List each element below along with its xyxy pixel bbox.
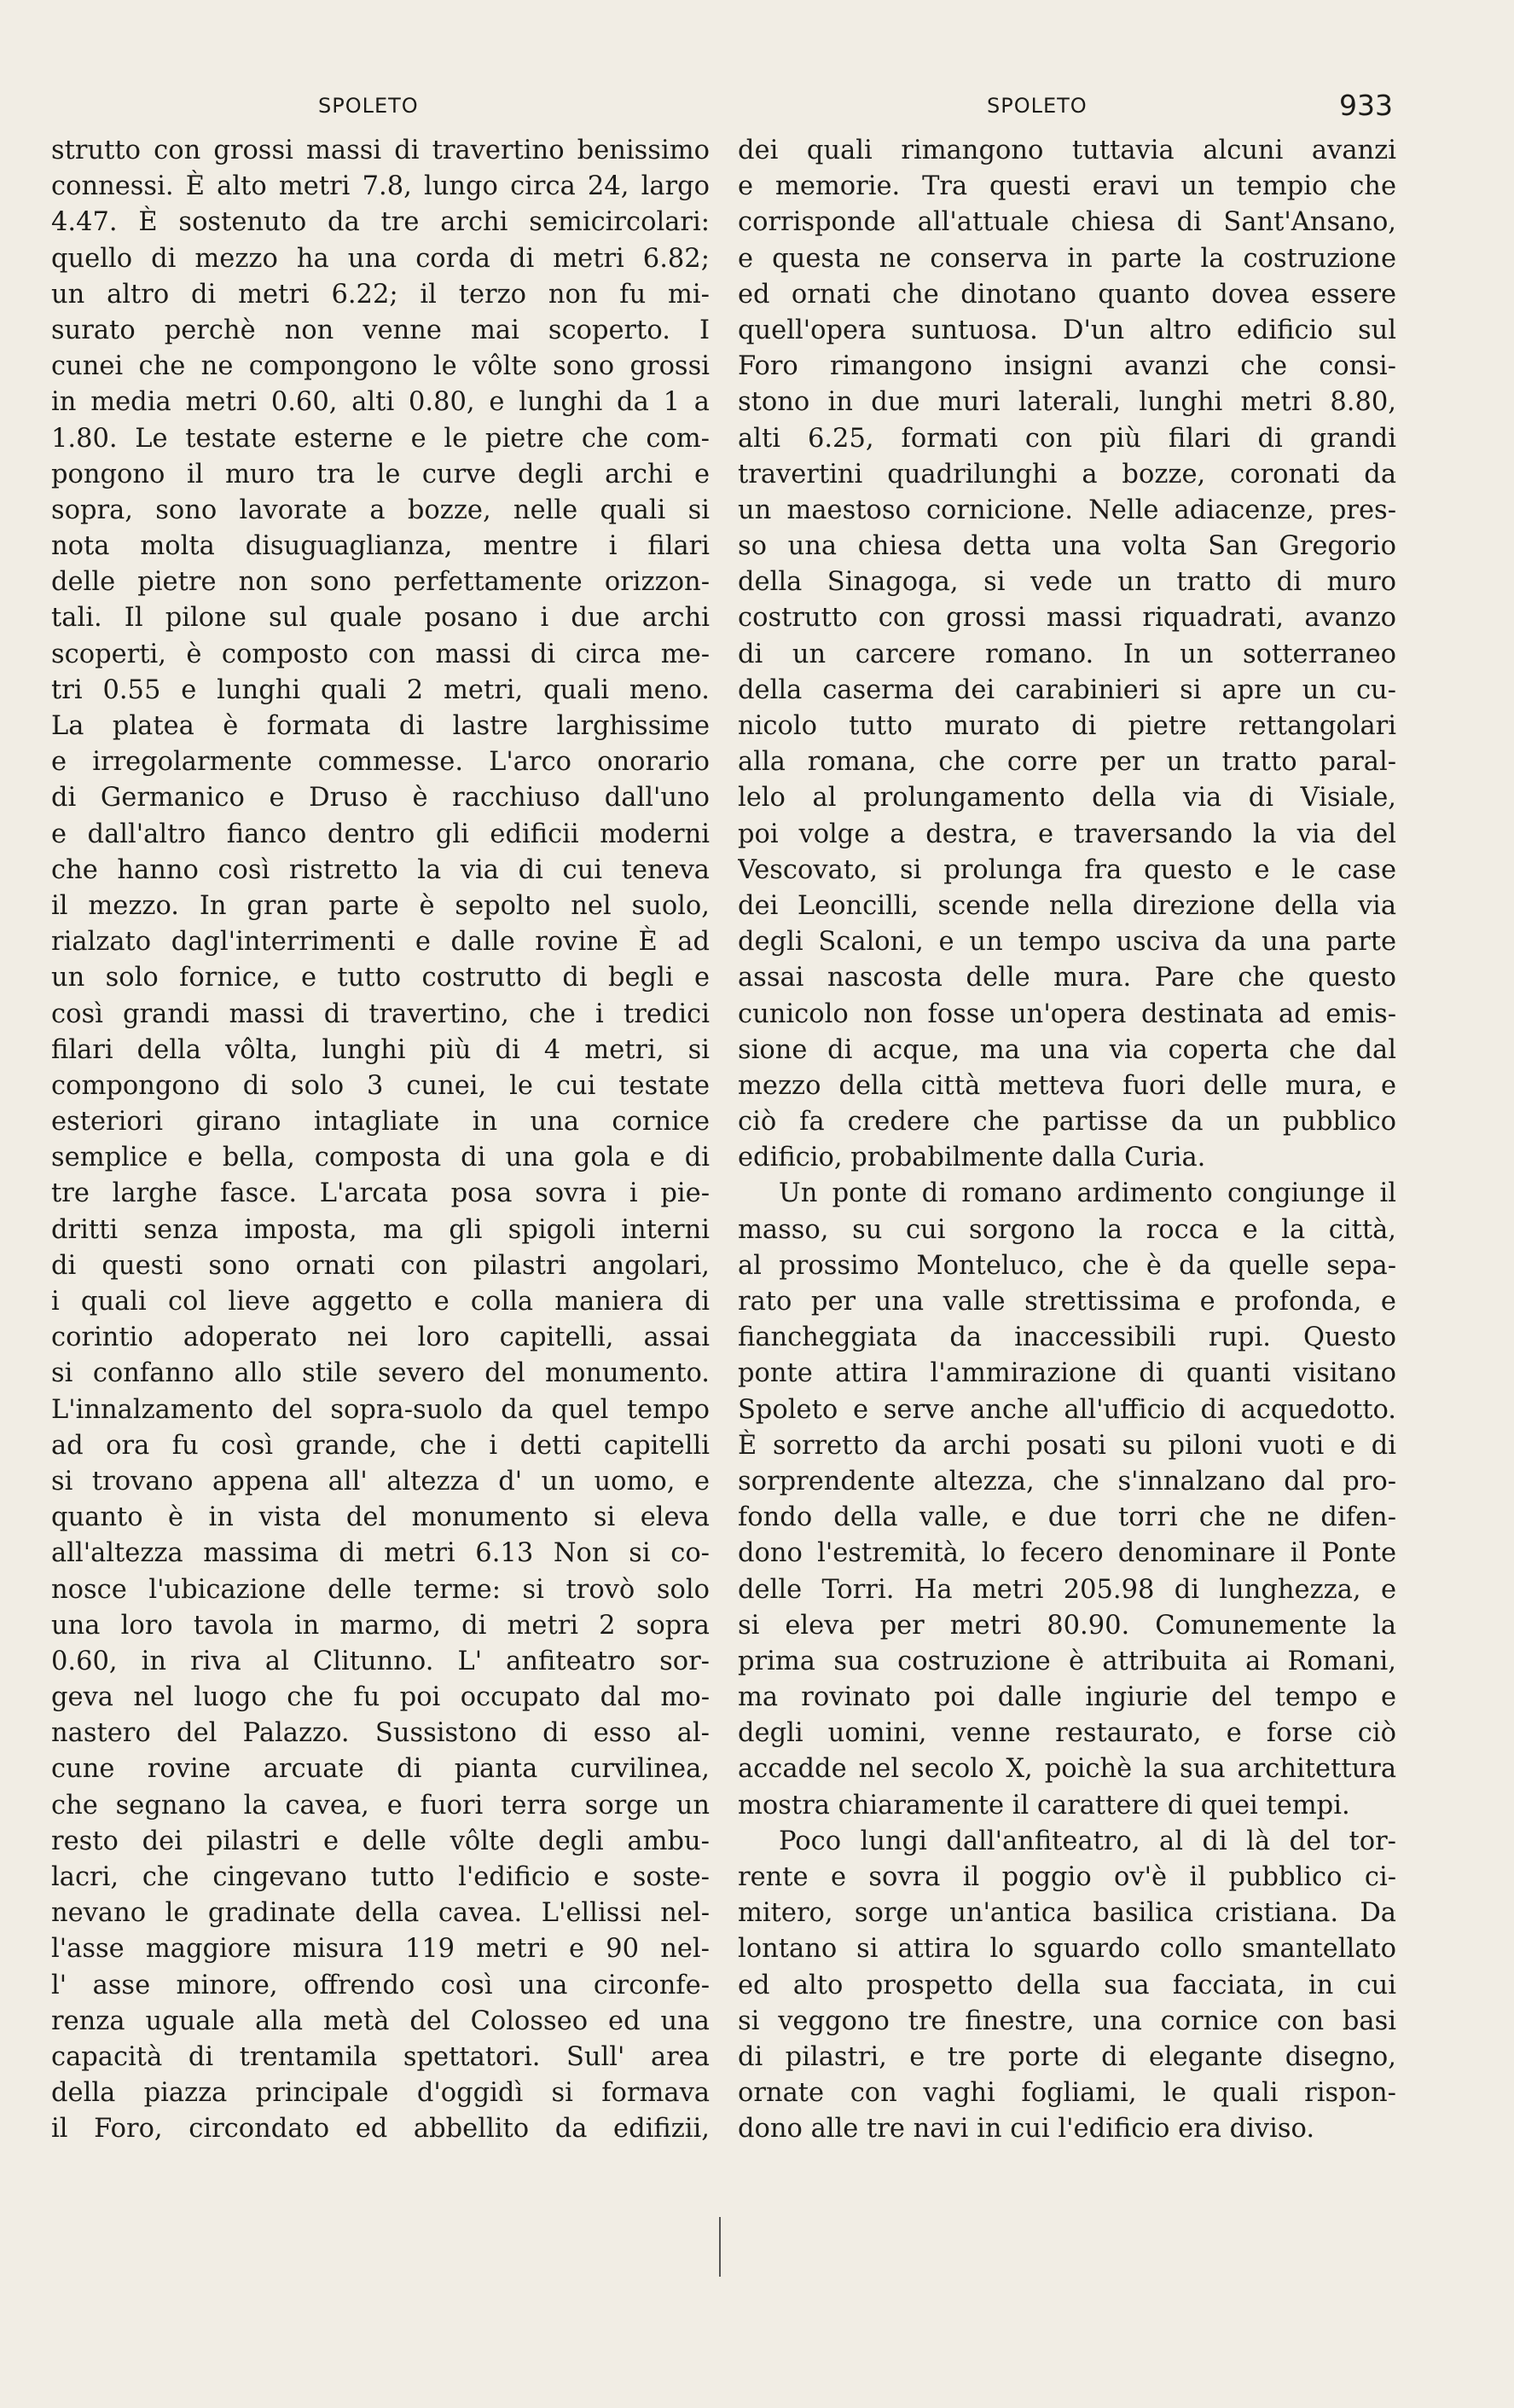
text-line: lelo al prolungamento della via di Visiale, xyxy=(738,783,1396,813)
text-line: ad ora fu così grande, che i detti capitelli xyxy=(51,1430,710,1461)
text-line: ma rovinato poi dalle ingiurie del tempo e xyxy=(738,1682,1396,1713)
text-line: La platea è formata di lastre larghissime xyxy=(51,711,710,741)
text-line: mitero, sorge un'antica basilica cristiana. Da xyxy=(738,1898,1396,1929)
text-line: masso, su cui sorgono la rocca e la città, xyxy=(738,1214,1396,1245)
text-line: tri 0.55 e lunghi quali 2 metri, quali meno. xyxy=(51,674,710,705)
text-line: sione di acque, ma una via coperta che dal xyxy=(738,1034,1396,1065)
text-line: 4.47. È sostenuto da tre archi semicircolari: xyxy=(51,207,710,238)
text-line: capacità di trentamila spettatori. Sull' area xyxy=(51,2041,710,2072)
text-line: rente e sovra il poggio ov'è il pubblico ci- xyxy=(738,1862,1396,1892)
text-line: della Sinagoga, si vede un tratto di muro xyxy=(738,567,1396,598)
text-line: Vescovato, si prolunga fra questo e le case xyxy=(738,854,1396,885)
text-line: È sorretto da archi posati su piloni vuoti e di xyxy=(738,1430,1396,1461)
text-line: i quali col lieve aggetto e colla maniera di xyxy=(51,1287,710,1317)
text-line: quell'opera suntuosa. D'un altro edificio sul xyxy=(738,315,1396,345)
text-line: filari della vôlta, lunghi più di 4 metri, si xyxy=(51,1034,710,1065)
text-line: semplice e bella, composta di una gola e di xyxy=(51,1143,710,1173)
text-line: di questi sono ornati con pilastri angolari, xyxy=(51,1250,710,1281)
text-line: ed ornati che dinotano quanto dovea essere xyxy=(738,279,1396,310)
page-number: 933 xyxy=(1339,89,1393,122)
text-line: costrutto con grossi massi riquadrati, avanzo xyxy=(738,603,1396,634)
text-line: degli Scaloni, e un tempo usciva da una parte xyxy=(738,927,1396,958)
text-line: nevano le gradinate della cavea. L'ellissi nel- xyxy=(51,1898,710,1929)
text-line: stono in due muri laterali, lunghi metri 8.80, xyxy=(738,387,1396,418)
text-line: poi volge a destra, e traversando la via del xyxy=(738,819,1396,849)
text-line: dei Leoncilli, scende nella direzione della via xyxy=(738,890,1396,921)
text-line: 1.80. Le testate esterne e le pietre che com- xyxy=(51,423,710,454)
text-line: surato perchè non venne mai scoperto. I xyxy=(51,315,710,345)
text-line: il Foro, circondato ed abbellito da edifizii, xyxy=(51,2114,710,2145)
text-line: l'asse maggiore misura 119 metri e 90 nel- xyxy=(51,1934,710,1965)
text-line: Poco lungi dall'anfiteatro, al di là del tor- xyxy=(779,1826,1396,1856)
text-line: Un ponte di romano ardimento congiunge il xyxy=(779,1178,1396,1209)
text-line: compongono di solo 3 cunei, le cui testate xyxy=(51,1070,710,1101)
text-line: strutto con grossi massi di travertino benissimo xyxy=(51,136,710,165)
text-line: lacri, che cingevano tutto l'edificio e soste- xyxy=(51,1862,710,1892)
text-line: degli uomini, venne restaurato, e forse ciò xyxy=(738,1718,1396,1749)
text-line: un altro di metri 6.22; il terzo non fu mi- xyxy=(51,279,710,310)
text-line: L'innalzamento del sopra-suolo da quel tempo xyxy=(51,1394,710,1425)
text-line: di un carcere romano. In un sotterraneo xyxy=(738,639,1396,669)
text-line: l' asse minore, offrendo così una circonfe- xyxy=(51,1970,710,2000)
running-head-left: SPOLETO xyxy=(318,94,419,118)
text-line: quello di mezzo ha una corda di metri 6.82; xyxy=(51,243,710,274)
text-line: rato per una valle strettissima e profonda, e xyxy=(738,1287,1396,1317)
text-line: si trovano appena all' altezza d' un uomo, e xyxy=(51,1466,710,1496)
text-line: ed alto prospetto della sua facciata, in cui xyxy=(738,1970,1396,2000)
text-line: pongono il muro tra le curve degli archi e xyxy=(51,459,710,489)
text-line: 0.60, in riva al Clitunno. L' anfiteatro sor- xyxy=(51,1646,710,1676)
text-line: dono l'estremità, lo fecero denominare il Ponte xyxy=(738,1538,1396,1569)
text-line: alti 6.25, formati con più filari di grandi xyxy=(738,423,1396,454)
text-line: so una chiesa detta una volta San Gregorio xyxy=(738,531,1396,562)
text-line: nota molta disuguaglianza, mentre i filari xyxy=(51,531,710,562)
text-line: connessi. È alto metri 7.8, lungo circa 24, largo xyxy=(51,171,710,202)
text-line: mostra chiaramente il carattere di quei tempi. xyxy=(738,1790,1350,1820)
text-line: e irregolarmente commesse. L'arco onorario xyxy=(51,747,710,778)
text-line: tali. Il pilone sul quale posano i due archi xyxy=(51,603,710,634)
text-line: della caserma dei carabinieri si apre un cu- xyxy=(738,674,1396,705)
text-line: corrisponde all'attuale chiesa di Sant'Ansano, xyxy=(738,207,1396,238)
text-line: si confanno allo stile severo del monumento. xyxy=(51,1358,710,1389)
text-line: rialzato dagl'interrimenti e dalle rovine È ad xyxy=(51,927,710,958)
text-line: che hanno così ristretto la via di cui teneva xyxy=(51,854,710,885)
text-line: in media metri 0.60, alti 0.80, e lunghi da 1 a xyxy=(51,387,710,418)
text-line: nosce l'ubicazione delle terme: si trovò solo xyxy=(51,1574,710,1605)
text-line: ciò fa credere che partisse da un pubblico xyxy=(738,1107,1396,1137)
text-line: un solo fornice, e tutto costrutto di begli e xyxy=(51,963,710,993)
text-line: travertini quadrilunghi a bozze, coronati da xyxy=(738,459,1396,489)
text-line: resto dei pilastri e delle vôlte degli ambu- xyxy=(51,1826,710,1856)
text-column-left xyxy=(51,133,710,2148)
text-line: lontano si attira lo sguardo collo smantellato xyxy=(738,1934,1396,1965)
text-line: tre larghe fasce. L'arcata posa sovra i pie- xyxy=(51,1178,710,1209)
column-divider xyxy=(719,2217,721,2277)
text-line: mezzo della città metteva fuori delle mura, e xyxy=(738,1070,1396,1101)
text-line: scoperti, è composto con massi di circa me- xyxy=(51,639,710,669)
text-line: cune rovine arcuate di pianta curvilinea, xyxy=(51,1754,710,1785)
text-line: accadde nel secolo X, poichè la sua architettura xyxy=(738,1754,1396,1785)
text-line: dei quali rimangono tuttavia alcuni avanzi xyxy=(738,136,1396,165)
text-line: quanto è in vista del monumento si eleva xyxy=(51,1502,710,1533)
text-line: al prossimo Monteluco, che è da quelle sepa- xyxy=(738,1250,1396,1281)
text-line: dono alle tre navi in cui l'edificio era diviso. xyxy=(738,2114,1315,2145)
text-line: così grandi massi di travertino, che i tredici xyxy=(51,999,710,1029)
text-line: fondo della valle, e due torri che ne difen- xyxy=(738,1502,1396,1533)
text-line: dritti senza imposta, ma gli spigoli interni xyxy=(51,1214,710,1245)
text-column-right xyxy=(738,133,1396,2148)
text-line: che segnano la cavea, e fuori terra sorge un xyxy=(51,1790,710,1820)
text-line: si eleva per metri 80.90. Comunemente la xyxy=(738,1610,1396,1641)
text-line: renza uguale alla metà del Colosseo ed una xyxy=(51,2006,710,2036)
text-line: di pilastri, e tre porte di elegante disegno, xyxy=(738,2041,1396,2072)
text-line: un maestoso cornicione. Nelle adiacenze, pres- xyxy=(738,495,1396,525)
text-line: nastero del Palazzo. Sussistono di esso al- xyxy=(51,1718,710,1749)
running-head-right: SPOLETO xyxy=(987,94,1088,118)
text-line: della piazza principale d'oggidì si formava xyxy=(51,2078,710,2109)
text-line: assai nascosta delle mura. Pare che questo xyxy=(738,963,1396,993)
text-line: geva nel luogo che fu poi occupato dal mo- xyxy=(51,1682,710,1713)
text-line: nicolo tutto murato di pietre rettangolari xyxy=(738,711,1396,741)
text-line: si veggono tre finestre, una cornice con basi xyxy=(738,2006,1396,2036)
text-line: e memorie. Tra questi eravi un tempio che xyxy=(738,171,1396,202)
text-line: ornate con vaghi fogliami, le quali rispon- xyxy=(738,2078,1396,2109)
text-line: corintio adoperato nei loro capitelli, assai xyxy=(51,1323,710,1353)
text-line: sopra, sono lavorate a bozze, nelle quali si xyxy=(51,495,710,525)
text-line: Foro rimangono insigni avanzi che consi- xyxy=(738,351,1396,382)
text-line: e dall'altro fianco dentro gli edificii moderni xyxy=(51,819,710,849)
text-line: cunei che ne compongono le vôlte sono grossi xyxy=(51,351,710,382)
text-line: una loro tavola in marmo, di metri 2 sopra xyxy=(51,1610,710,1641)
text-line: di Germanico e Druso è racchiuso dall'uno xyxy=(51,783,710,813)
text-line: delle pietre non sono perfettamente orizzon- xyxy=(51,567,710,598)
text-line: fiancheggiata da inaccessibili rupi. Questo xyxy=(738,1323,1396,1353)
text-line: sorprendente altezza, che s'innalzano dal pro- xyxy=(738,1466,1396,1496)
text-line: il mezzo. In gran parte è sepolto nel suolo, xyxy=(51,890,710,921)
text-line: prima sua costruzione è attribuita ai Romani, xyxy=(738,1646,1396,1676)
text-line: all'altezza massima di metri 6.13 Non si co- xyxy=(51,1538,710,1569)
text-line: cunicolo non fosse un'opera destinata ad emis- xyxy=(738,999,1396,1029)
text-line: Spoleto e serve anche all'ufficio di acquedotto. xyxy=(738,1394,1396,1425)
text-line: edificio, probabilmente dalla Curia. xyxy=(738,1143,1206,1173)
text-line: ponte attira l'ammirazione di quanti visitano xyxy=(738,1358,1396,1389)
text-line: e questa ne conserva in parte la costruzione xyxy=(738,243,1396,274)
text-line: delle Torri. Ha metri 205.98 di lunghezza, e xyxy=(738,1574,1396,1605)
text-line: esteriori girano intagliate in una cornice xyxy=(51,1107,710,1137)
text-line: alla romana, che corre per un tratto paral- xyxy=(738,747,1396,778)
